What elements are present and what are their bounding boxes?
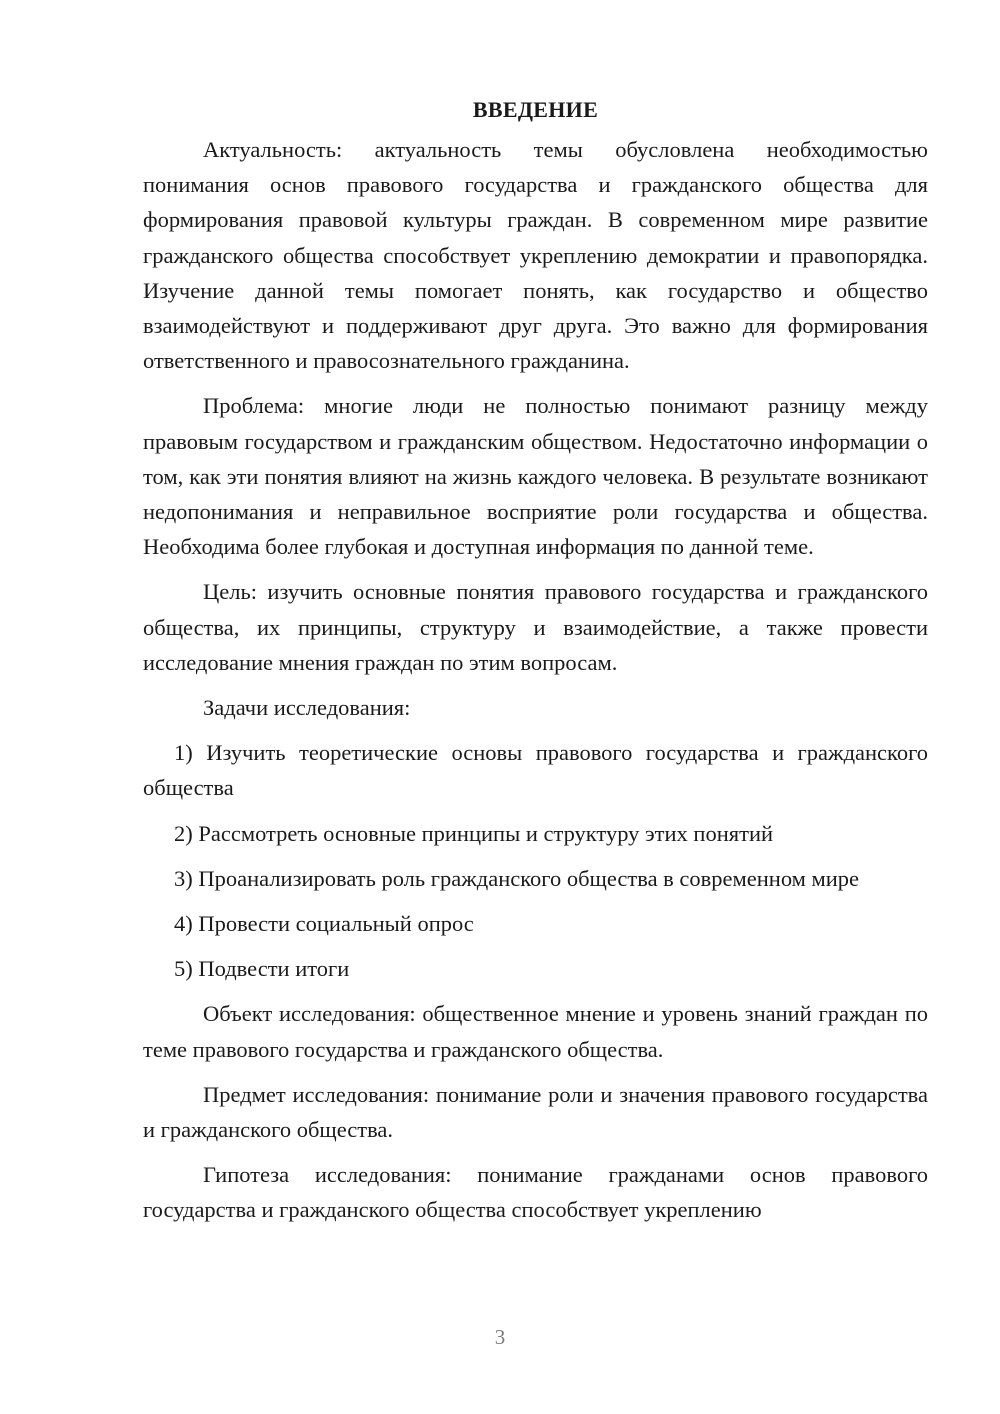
paragraph-relevance: Актуальность: актуальность темы обусловлена необходимостью понимания основ правового государства и гражданского общества для формирования правовой культуры граждан. В современном мире развитие гражданского общества способствует укреплению демократии и правопорядка. Изучение данной темы помогает понять, как государство и общество взаимодействуют и поддерживают друг друга. Это важно для формирования ответственного и правосознательного гражданина. bbox=[143, 137, 928, 374]
task-item-1: 1) Изучить теоретические основы правового государства и гражданского общества bbox=[143, 740, 928, 801]
paragraph-hypothesis: Гипотеза исследования: понимание гражданами основ правового государства и гражданского общества способствует укреплению bbox=[143, 1162, 928, 1223]
paragraph-goal: Цель: изучить основные понятия правового государства и гражданского общества, их принципы, структуру и взаимодействие, а также провести исследование мнения граждан по этим вопросам. bbox=[143, 579, 928, 675]
page-number: 3 bbox=[494, 1325, 506, 1349]
paragraph-object: Объект исследования: общественное мнение и уровень знаний граждан по теме правового государства и гражданского общества. bbox=[143, 1001, 928, 1062]
task-item-2: 2) Рассмотреть основные принципы и структуру этих понятий bbox=[174, 820, 774, 846]
tasks-heading: Задачи исследования: bbox=[203, 695, 411, 721]
document-page bbox=[143, 92, 928, 1228]
section-title: ВВЕДЕНИЕ bbox=[472, 97, 599, 122]
task-item-5: 5) Подвести итоги bbox=[174, 956, 350, 982]
paragraph-subject: Предмет исследования: понимание роли и значения правового государства и гражданского общества. bbox=[143, 1081, 928, 1143]
task-item-3: 3) Проанализировать роль гражданского общества в современном мире bbox=[174, 865, 860, 891]
paragraph-problem: Проблема: многие люди не полностью понимают разницу между правовым государством и гражданским обществом. Недостаточно информации о том, как эти понятия влияют на жизнь каждого человека. В результате возникают недопонимания и неправильное восприятие роли государства и общества. Необходима более глубокая и доступная информация по данной теме. bbox=[143, 393, 928, 560]
task-item-4: 4) Провести социальный опрос bbox=[174, 911, 474, 937]
